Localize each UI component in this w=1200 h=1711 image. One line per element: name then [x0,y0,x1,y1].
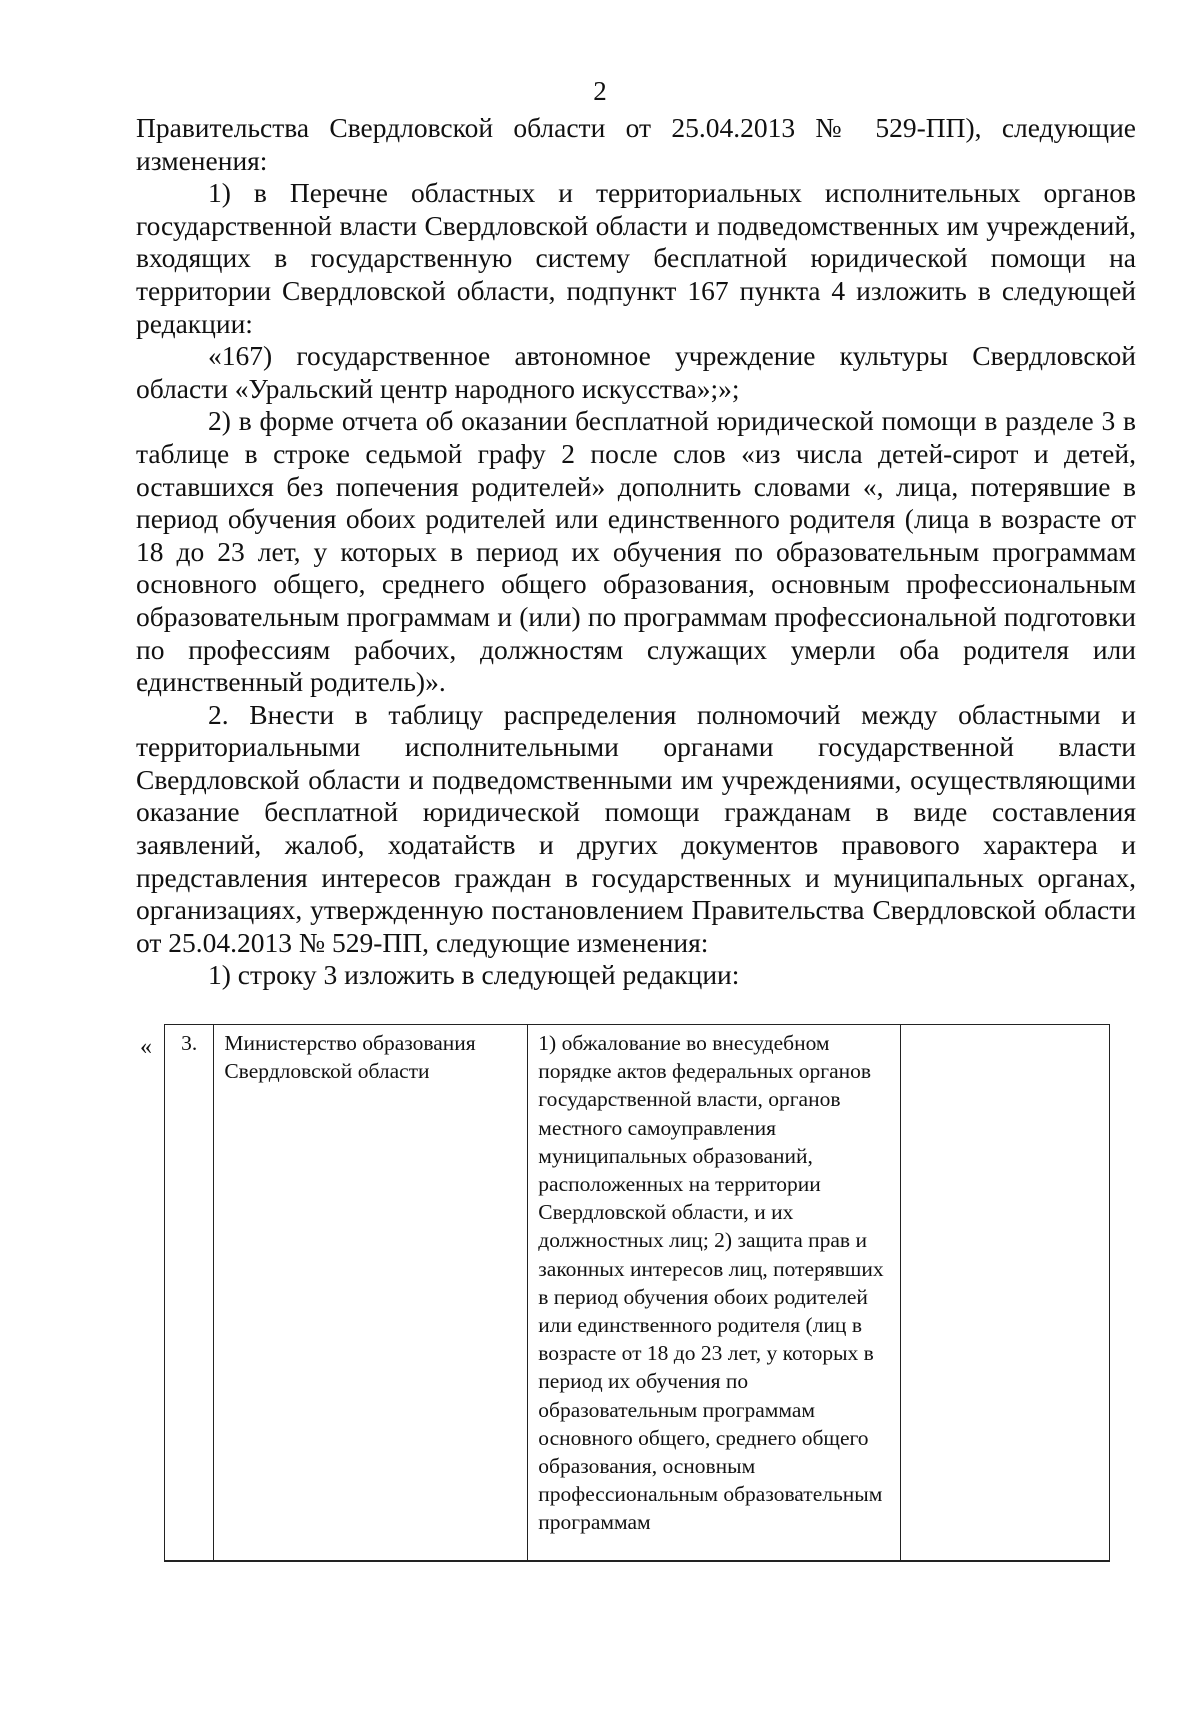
page-number: 2 [593,76,607,106]
paragraph-item-2: 2) в форме отчета об оказании бесплатной юридической помощи в разделе 3 в таблице в строке седьмой графу 2 после слов «из числа детей-сирот и детей, оставшихся без попечения родителей» дополнить словами «, лица, потерявшие в период обучения обоих родителей или единственного родителя (лица в возрасте от 18 до 23 лет, у которых в период их обучения по образовательным программам основного общего, среднего общего образования, основным профессиональным образовательным программам и (или) по программам профессиональной подготовки по профессиям рабочих, должностям служащих умерли оба родителя или единственный родитель)». [136,405,1136,698]
paragraph-quote-167: «167) государственное автономное учреждение культуры Свердловской области «Уральский центр народного искусства»;»; [136,340,1136,404]
table-row [165,1025,1110,1561]
paragraph-row-3-intro: 1) строку 3 изложить в следующей редакции: [208,959,740,991]
paragraph-continuation: Правительства Свердловской области от 25.04.2013 № 529-ПП), следующие изменения: [136,112,1136,176]
paragraph-item-1: 1) в Перечне областных и территориальных исполнительных органов государственной власти Свердловской области и подведомственных им учреждений, входящих в государственную систему бесплатной юридической помощи на территории Свердловской области, подпункт 167 пункта 4 изложить в следующей редакции: [136,177,1136,339]
empty-cell [901,1025,1110,1561]
powers-cell: 1) обжалование во внесудебном порядке актов федеральных органов государственной власти, органов местного самоуправления муниципальных образований, расположенных на территории Свердловской области, и их должностных лиц; 2) защита прав и законных интересов лиц, потерявших в период обучения обоих родителей или единственного родителя (лиц в возрасте от 18 до 23 лет, у которых в период их обучения по образовательным программам основного общего, среднего общего образования, основным профессиональным образовательным программам [528,1025,901,1561]
open-quote-mark: « [140,1034,152,1060]
organization-cell: Министерство образования Свердловской области [214,1025,528,1561]
paragraph-section-2: 2. Внести в таблицу распределения полномочий между областными и территориальными исполнительными органами государственной власти Свердловской области и подведомственными им учреждениями, осуществляющими оказание бесплатной юридической помощи гражданам в виде составления заявлений, жалоб, ходатайств и других документов правового характера и представления интересов граждан в государственных и муниципальных органах, организациях, утвержденную постановлением Правительства Свердловской области от 25.04.2013 № 529-ПП, следующие изменения: [136,698,1136,958]
row-number-cell: 3. [165,1025,214,1561]
body-text [136,112,1136,992]
table-row-3 [164,1024,1110,1562]
